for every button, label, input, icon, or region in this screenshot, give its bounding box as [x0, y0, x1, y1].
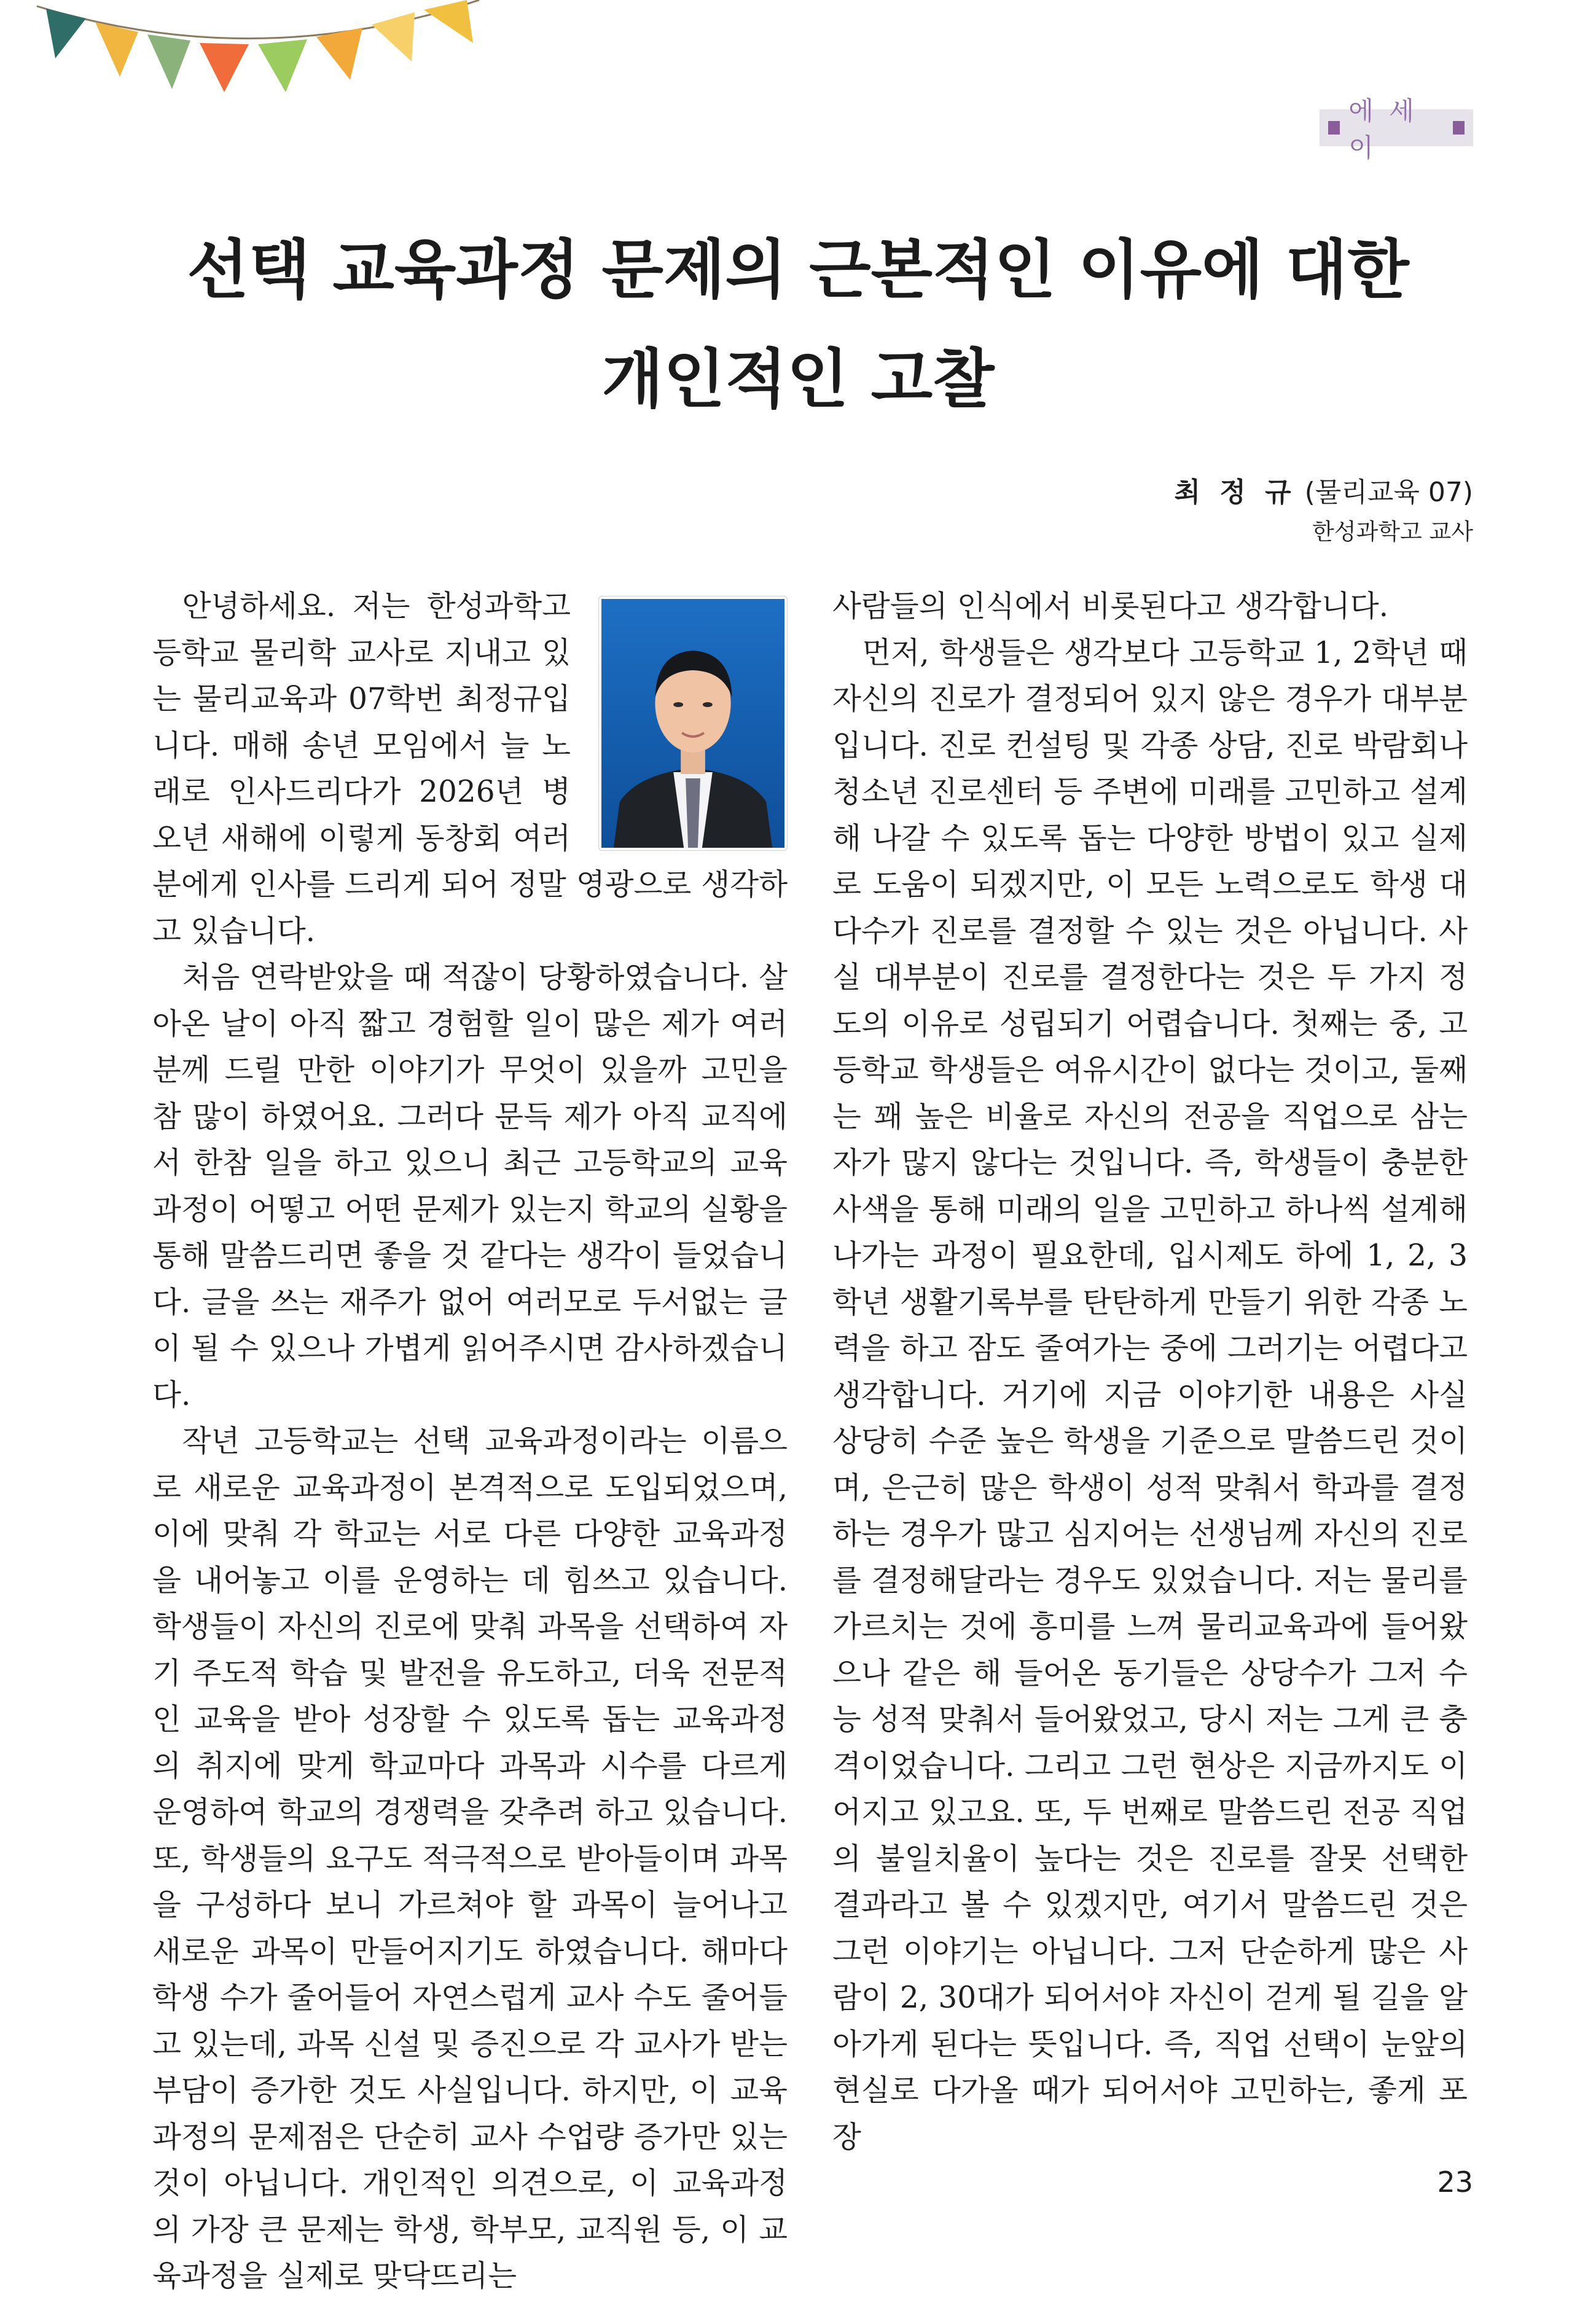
author-block [1175, 473, 1473, 552]
author-name: 최 정 규 [1174, 477, 1296, 508]
paragraph: 먼저, 학생들은 생각보다 고등학교 1, 2학년 때 자신의 진로가 결정되어 있지 않은 경우가 대부분입니다. 진로 컨설팅 및 각종 상담, 진로 박람회나 청소년 진로센터 등 주변에 미래를 고민하고 설계해 나갈 수 있도록 돕는 다양한 방법이 있고 실제로 도움이 되겠지만, 이 모든 노력으로도 학생 대다수가 진로를 결정할 수 있는 것은 아닙니다. 사실 대부분이 진로를 결정한다는 것은 두 가지 정도의 이유로 성립되기 어렵습니다. 첫째는 중, 고등학교 학생들은 여유시간이 없다는 것이고, 둘째는 꽤 높은 비율로 자신의 전공을 직업으로 삼는 자가 많지 않다는 것입니다. 즉, 학생들이 충분한 사색을 통해 미래의 일을 고민하고 하나씩 설계해 나가는 과정이 필요한데, 입시제도 하에 1, 2, 3학년 생활기록부를 탄탄하게 만들기 위한 각종 노력을 하고 잠도 줄여가는 중에 그러기는 어렵다고 생각합니다. 거기에 지금 이야기한 내용은 사실 상당히 수준 높은 학생을 기준으로 말씀드린 것이며, 은근히 많은 학생이 성적 맞춰서 학과를 결정하는 경우가 많고 심지어는 선생님께 자신의 진로를 결정해달라는 경우도 있었습니다. 저는 물리를 가르치는 것에 흥미를 느껴 물리교육과에 들어왔으나 같은 해 들어온 동기들은 상당수가 그저 수능 성적 맞춰서 들어왔었고, 당시 저는 그게 큰 충격이었습니다. 그리고 그런 현상은 지금까지도 이어지고 있고요. 또, 두 번째로 말씀드린 전공 직업의 불일치율이 높다는 것은 진로를 잘못 선택한 결과라고 볼 수 있겠지만, 여기서 말씀드린 것은 그런 이야기는 아닙니다. 그저 단순하게 많은 사람이 2, 30대가 되어서야 자신이 걷게 될 길을 알아가게 된다는 뜻입니다. 즉, 직업 선택이 눈앞의 현실로 다가올 때가 되어서야 고민하는, 좋게 포장 [832, 635, 1468, 2154]
body-column-left [152, 584, 788, 2293]
article-title [0, 215, 1596, 434]
paragraph: 안녕하세요. 저는 한성과학고등학교 물리학 교사로 지내고 있는 물리교육과 07학번 최정규입니다. 매해 송년 모임에서 늘 노래로 인사드리다가 2026년 병오년 새해에 이렇게 동창회 여러분에게 인사를 드리게 되어 정말 영광으로 생각하고 있습니다. [152, 589, 788, 949]
author-position: 한성과학고 교사 [1312, 518, 1473, 545]
section-label [1320, 96, 1473, 163]
paragraph: 작년 고등학교는 선택 교육과정이라는 이름으로 새로운 교육과정이 본격적으로 도입되었으며, 이에 맞춰 각 학교는 서로 다른 다양한 교육과정을 내어놓고 이를 운영하는 데 힘쓰고 있습니다. 학생들이 자신의 진로에 맞춰 과목을 선택하여 자기 주도적 학습 및 발전을 유도하고, 더욱 전문적인 교육을 받아 성장할 수 있도록 돕는 교육과정의 취지에 맞게 학교마다 과목과 시수를 다르게 운영하여 학교의 경쟁력을 갖추려 하고 있습니다. 또, 학생들의 요구도 적극적으로 받아들이며 과목을 구성하다 보니 가르쳐야 할 과목이 늘어나고 새로운 과목이 만들어지기도 하였습니다. 해마다 학생 수가 줄어들어 자연스럽게 교사 수도 줄어들고 있는데, 과목 신설 및 증진으로 각 교사가 받는 부담이 증가한 것도 사실입니다. 하지만, 이 교육과정의 문제점은 단순히 교사 수업량 증가만 있는 것이 아닙니다. 개인적인 의견으로, 이 교육과정의 가장 큰 문제는 학생, 학부모, 교직원 등, 이 교육과정을 실제로 맞닥뜨리는 [152, 1424, 788, 2293]
author-photo [598, 596, 788, 851]
body-column-right [832, 584, 1468, 2154]
party-bunting-icon [37, 0, 479, 117]
title-line-2: 개인적인 고찰 [601, 342, 995, 417]
square-bullet-icon [1453, 121, 1465, 135]
page-number: 23 [1437, 2165, 1473, 2199]
title-line-1: 선택 교육과정 문제의 근본적인 이유에 대한 [187, 232, 1409, 307]
square-bullet-icon [1328, 121, 1340, 135]
author-affiliation: (물리교육 07) [1304, 477, 1473, 508]
paragraph: 처음 연락받았을 때 적잖이 당황하였습니다. 살아온 날이 아직 짧고 경험할 일이 많은 제가 여러분께 드릴 만한 이야기가 무엇이 있을까 고민을 참 많이 하였어요. 그러다 문득 제가 아직 교직에서 한참 일을 하고 있으니 최근 고등학교의 교육과정이 어떻고 어떤 문제가 있는지 학교의 실황을 통해 말씀드리면 좋을 것 같다는 생각이 들었습니다. 글을 쓰는 재주가 없어 여러모로 두서없는 글이 될 수 있으나 가볍게 읽어주시면 감사하겠습니다. [152, 960, 788, 1412]
section-label-text: 에 세 이 [1348, 96, 1418, 163]
author-portrait-photo [601, 599, 784, 848]
paragraph-continued: 사람들의 인식에서 비롯된다고 생각합니다. [832, 589, 1388, 624]
